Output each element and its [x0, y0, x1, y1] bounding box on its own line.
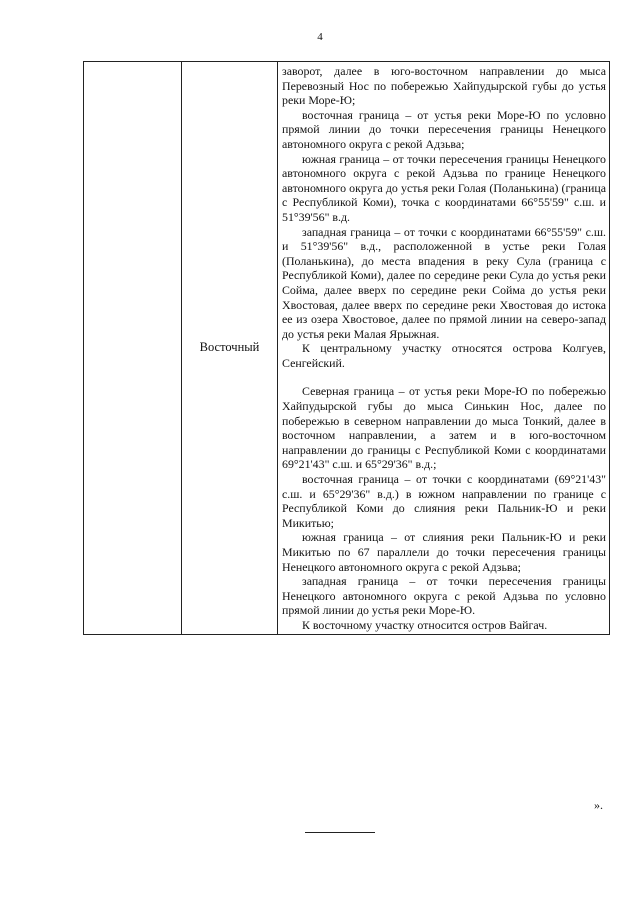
paragraph: К восточному участку относится остров Вайгач. — [302, 617, 548, 632]
paragraph: западная граница – от точки пересечения границы Ненецкого автономного округа с рекой Адзьва по условно прямой линии до устья реки Море-Ю. — [282, 574, 606, 618]
paragraph: западная граница – от точки с координатами 66°55'59" с.ш. и 51°39'56" в.д., расположенной в устье реки Голая (Поланькина), до места впадения в реку Сула (граница с Республикой Коми), далее по середине реки Сула до устья реки Сойма, далее вверх по середине реки Сойма до устья реки Хвостовая, далее вверх по середине реки Хвостовая до истока ее из озера Хвостовое, далее по прямой линии на северо-запад до устья реки Малая Ярыжная. — [282, 224, 606, 341]
paragraph: южная граница – от точки пересечения границы Ненецкого автономного округа с рекой Адзьва по границе Ненецкого автономного округа до устья реки Голая (Поланькина) (граница с Республикой Коми), точка с координатами 66°55'59" с.ш. и 51°39'56" в.д. — [282, 151, 606, 224]
region-name-cell: Восточный — [182, 62, 278, 635]
paragraph: К центральному участку относятся острова Колгуев, Сенгейский. — [282, 341, 606, 370]
index-cell — [84, 62, 182, 635]
footer-divider — [305, 832, 375, 833]
boundary-description-cell — [278, 62, 610, 635]
table-row — [84, 62, 610, 635]
paragraph: южная граница – от слияния реки Пальник-Ю и реки Микитью по 67 параллели до точки пересечения границы Ненецкого автономного округа с рекой Адзьва; — [282, 530, 606, 574]
page-number: 4 — [317, 31, 323, 43]
paragraph: восточная граница – от устья реки Море-Ю по условно прямой линии до точки пересечения границы Ненецкого автономного округа с рекой Адзьва; — [282, 107, 606, 151]
paragraph: Северная граница – от устья реки Море-Ю по побережью Хайпудырской губы до мыса Синькин Нос, далее по побережью в северном направлении до мыса Тонкий, далее в восточном направлении, а затем и в юго-восточном направлении до границы с Республикой Коми с координатами 69°21'43" с.ш. и 65°29'36" в.д.; — [282, 384, 606, 472]
paragraph: заворот, далее в юго-восточном направлении до мыса Перевозный Нос по побережью Хайпудырской губы до устья реки Море-Ю; — [282, 64, 606, 108]
closing-quote-mark: ». — [594, 798, 603, 812]
paragraph: восточная граница – от точки с координатами (69°21'43" с.ш. и 65°29'36" в.д.) в южном направлении по границе с Республикой Коми до слияния реки Пальник-Ю и реки Микитью; — [282, 472, 606, 530]
boundaries-table — [83, 61, 610, 635]
paragraph-spacer — [282, 370, 606, 384]
